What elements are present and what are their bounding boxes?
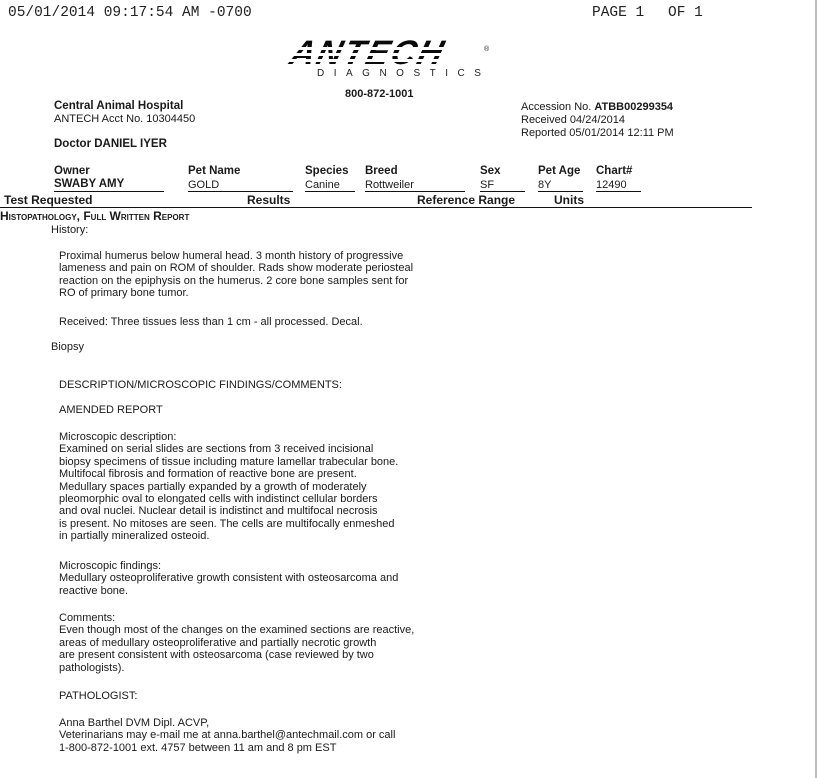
doctor-name: Doctor DANIEL IYER xyxy=(54,138,167,150)
column-units: Units xyxy=(554,193,584,207)
accession-line xyxy=(521,101,673,113)
column-rule xyxy=(0,207,752,208)
reported-date: Reported 05/01/2014 12:11 PM xyxy=(521,127,674,139)
logo-stripe xyxy=(280,47,480,50)
received-date: Received 04/24/2014 xyxy=(521,114,625,126)
column-test-requested: Test Requested xyxy=(4,193,93,207)
history-line: lameness and pain on ROM of shoulder. Rads show moderate periosteal xyxy=(59,262,414,275)
biopsy-label: Biopsy xyxy=(51,341,85,353)
pet-name-header: Pet Name xyxy=(188,165,241,177)
history-line: Proximal humerus below humeral head. 3 month history of progressive xyxy=(59,250,404,262)
micro-desc-line: Medullary spaces partially expanded by a growth of moderately xyxy=(59,480,367,493)
pet-age-value: 8Y xyxy=(538,179,552,191)
breed-value: Rottweiler xyxy=(365,179,414,191)
value-rule xyxy=(596,191,641,192)
comments-line: areas of medullary osteoproliferative and partially necrotic growth xyxy=(59,636,377,649)
registered-mark: ® xyxy=(484,46,490,53)
comments-line: are present consistent with osteosarcoma (case reviewed by two xyxy=(59,649,374,662)
findings-line: reactive bone. xyxy=(59,584,129,597)
micro-desc-line: pleomorphic oval to elongated cells with indistinct cellular borders xyxy=(59,493,378,506)
value-rule xyxy=(188,191,293,192)
pet-name-value: GOLD xyxy=(188,179,220,191)
value-rule xyxy=(305,191,355,192)
pet-age-header: Pet Age xyxy=(538,165,581,177)
page-total: OF 1 xyxy=(668,5,703,21)
chart-header: Chart# xyxy=(596,165,633,177)
value-rule xyxy=(480,191,525,192)
signature-line: 1-800-872-1001 ext. 4757 between 11 am and 8 pm EST xyxy=(59,741,337,754)
owner-header: Owner xyxy=(54,165,90,177)
micro-desc-line: and oval nuclei. Nuclear detail is indistinct and multifocal necrosis xyxy=(59,505,378,518)
received-note: Received: Three tissues less than 1 cm - all processed. Decal. xyxy=(59,316,363,328)
history-line: reaction on the epiphysis on the humerus. 2 core bone samples sent for xyxy=(59,274,409,287)
logo-stripe xyxy=(280,53,480,56)
accession-label: Accession No. xyxy=(521,101,592,113)
account-number: ANTECH Acct No. 10304450 xyxy=(54,113,196,125)
value-rule xyxy=(54,191,164,192)
description-heading: DESCRIPTION/MICROSCOPIC FINDINGS/COMMENTS: xyxy=(59,379,342,391)
column-results: Results xyxy=(247,193,291,207)
logo-subtitle: DIAGNOSTICS xyxy=(317,68,491,79)
value-rule xyxy=(365,191,465,192)
antech-logo xyxy=(270,38,500,84)
micro-desc-line: is present. No mitoses are seen. The cells are multifocally enmeshed xyxy=(59,517,395,530)
comments-line: Even though most of the changes on the examined sections are reactive, xyxy=(59,624,415,637)
breed-header: Breed xyxy=(365,165,398,177)
sex-header: Sex xyxy=(480,165,501,177)
report-title: Histopathology, Full Written Report xyxy=(0,209,190,223)
comments-label: Comments: xyxy=(59,612,116,624)
history-line: RO of primary bone tumor. xyxy=(59,287,189,300)
findings-line: Medullary osteoproliferative growth consistent with osteosarcoma and xyxy=(59,572,399,585)
findings-label: Microscopic findings: xyxy=(59,560,162,572)
value-rule xyxy=(538,191,583,192)
amended-report: AMENDED REPORT xyxy=(59,404,163,416)
micro-desc-line: Multifocal fibrosis and formation of reactive bone are present. xyxy=(59,468,357,481)
chart-number-value: 12490 xyxy=(596,179,627,191)
signature-line: Anna Barthel DVM Dipl. ACVP, xyxy=(59,717,210,729)
page-number: PAGE 1 xyxy=(592,5,645,21)
microscopic-description xyxy=(59,431,398,543)
micro-desc-line: biopsy specimens of tissue including mature lamellar trabecular bone. xyxy=(59,455,399,468)
micro-desc-label: Microscopic description: xyxy=(59,431,177,443)
lab-phone: 800-872-1001 xyxy=(345,88,414,100)
owner-value: SWABY AMY xyxy=(54,178,125,190)
microscopic-findings xyxy=(59,560,398,597)
logo-stripe xyxy=(280,59,480,62)
pathologist-label: PATHOLOGIST: xyxy=(59,690,138,702)
comments xyxy=(59,612,414,674)
column-reference-range: Reference Range xyxy=(417,193,516,207)
sex-value: SF xyxy=(480,179,495,191)
micro-desc-line: in partially mineralized osteoid. xyxy=(59,530,210,543)
species-header: Species xyxy=(305,165,349,177)
micro-desc-line: Examined on serial slides are sections from 3 received incisional xyxy=(59,443,374,456)
comments-line: pathologists). xyxy=(59,661,125,674)
signature-line: Veterinarians may e-mail me at anna.barthel@antechmail.com or call xyxy=(59,729,396,742)
print-timestamp: 05/01/2014 09:17:54 AM -0700 xyxy=(8,5,252,21)
accession-number: ATBB00299354 xyxy=(594,101,674,113)
clinic-name: Central Animal Hospital xyxy=(54,100,184,112)
history-label: History: xyxy=(51,224,89,236)
history-text xyxy=(59,250,413,300)
pathologist-signature xyxy=(59,717,395,754)
species-value: Canine xyxy=(305,179,340,191)
